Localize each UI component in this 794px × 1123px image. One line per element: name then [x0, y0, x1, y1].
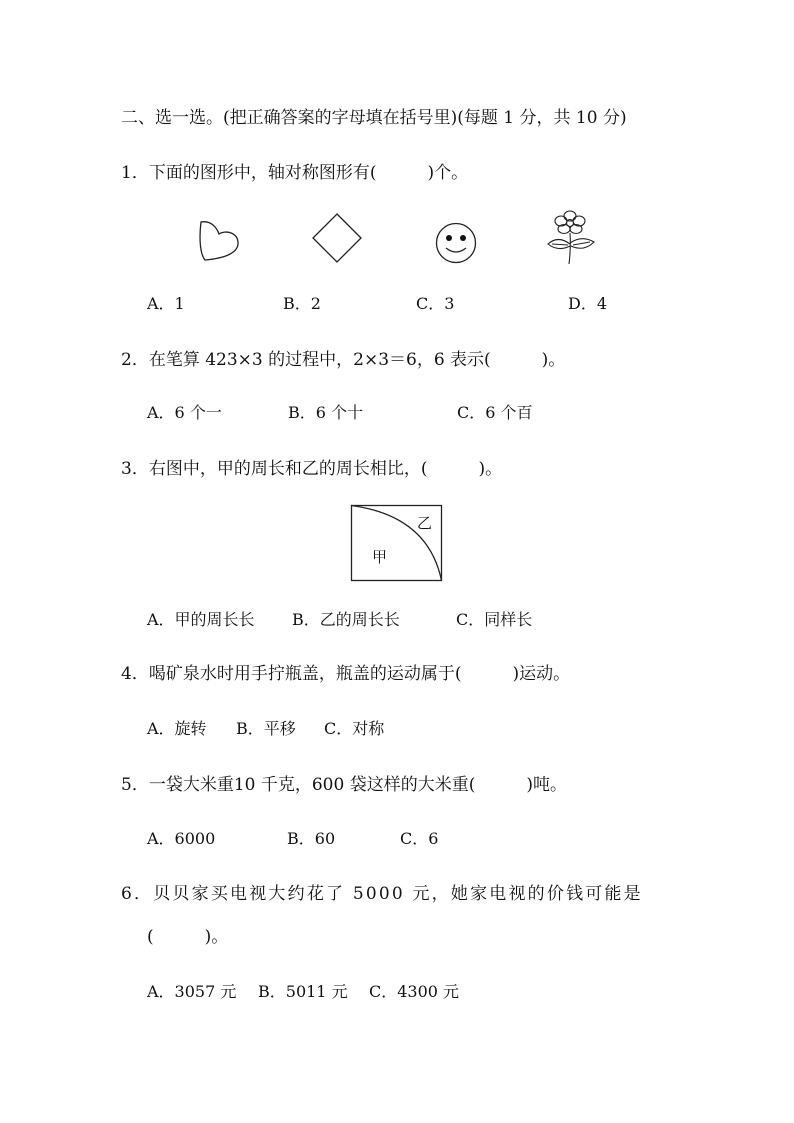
q4-option-a: A．旋转: [147, 719, 207, 738]
smiley-icon: [434, 221, 478, 265]
q5-option-c: C．6: [400, 829, 439, 848]
section-heading: 二、选一选。(把正确答案的字母填在括号里)(每题 1 分，共 10 分): [121, 108, 627, 128]
q2-option-c: C．6 个百: [457, 403, 533, 422]
q1-option-a: A．1: [147, 294, 185, 313]
q6-option-a: A．3057 元: [147, 982, 237, 1001]
q1-option-c: C．3: [416, 294, 455, 313]
question-5-stem: 5．一袋大米重10 千克，600 袋这样的大米重( )吨。: [121, 775, 567, 795]
q6-option-c: C．4300 元: [369, 982, 460, 1001]
q2-option-a: A．6 个一: [147, 403, 222, 422]
q3-option-a: A．甲的周长长: [147, 610, 255, 629]
q5-option-a: A．6000: [147, 829, 216, 848]
q1-option-d: D．4: [568, 294, 608, 313]
heart-icon: [195, 218, 241, 264]
region-jia-label: 甲: [372, 548, 388, 566]
q1-option-b: B．2: [283, 294, 321, 313]
question-6-stem: 6．贝贝家买电视大约花了 5000 元，她家电视的价钱可能是: [121, 884, 643, 904]
question-6-stem-continued: ( )。: [147, 927, 229, 947]
q3-option-c: C．同样长: [456, 610, 533, 629]
question-2-stem: 2．在笔算 423×3 的过程中，2×3＝6，6 表示( )。: [121, 350, 566, 370]
diamond-icon: [311, 212, 363, 264]
q4-option-b: B．平移: [236, 719, 296, 738]
q5-option-b: B．60: [287, 829, 336, 848]
q3-option-b: B．乙的周长长: [292, 610, 400, 629]
region-yi-label: 乙: [417, 514, 433, 532]
q2-option-b: B．6 个十: [288, 403, 364, 422]
q6-option-b: B．5011 元: [258, 982, 348, 1001]
flower-icon: [544, 208, 598, 266]
q4-option-c: C．对称: [324, 719, 385, 738]
question-1-stem: 1．下面的图形中，轴对称图形有( )个。: [121, 163, 469, 183]
question-4-stem: 4．喝矿泉水时用手拧瓶盖，瓶盖的运动属于( )运动。: [121, 664, 571, 684]
question-3-stem: 3．右图中，甲的周长和乙的周长相比，( )。: [121, 459, 503, 479]
